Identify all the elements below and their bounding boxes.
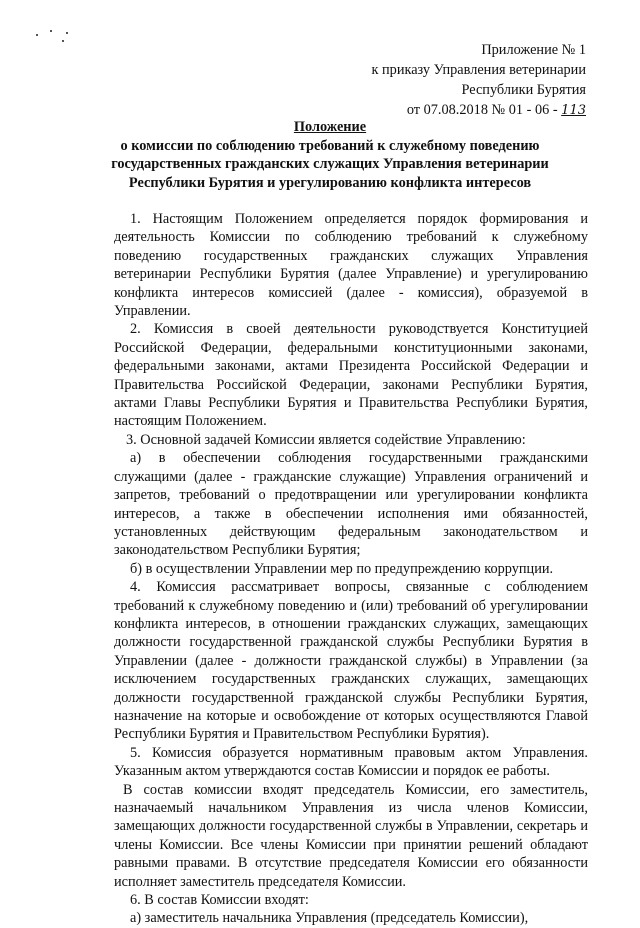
paragraph-6a: а) заместитель начальника Управления (председатель Комиссии), — [130, 910, 529, 927]
title-line-3: государственных гражданских служащих Управления ветеринарии — [111, 156, 549, 173]
document-body — [114, 210, 588, 928]
appendix-republic: Республики Бурятия — [461, 82, 586, 98]
paragraph-3a: а) в обеспечении соблюдения государственными гражданскими служащими (далее - гражданские служащие) Управления ограничений и запретов, требований о предотвращении или урегулировании конфликта интересов, а также в обеспечении исполнения ими обязанностей, установленных действующим федеральным законодательством и законодательством Республики Бурятия; — [114, 450, 588, 559]
paragraph-1: 1. Настоящим Положением определяется порядок формирования и деятельность Комиссии по соблюдению требований к служебному поведению государственных гражданских служащих Управления ветеринарии Республики Бурятия (далее Управление) и урегулированию конфликта интересов комиссией (далее - комиссия), образуемой в Управлении. — [114, 211, 588, 320]
paragraph-6: 6. В состав Комиссии входят: — [130, 892, 309, 909]
paragraph-3: 3. Основной задачей Комиссии является содействие Управлению: — [126, 431, 526, 448]
appendix-order-ref: к приказу Управления ветеринарии — [371, 62, 586, 78]
title-line-4: Республики Бурятия и урегулированию конфликта интересов — [128, 174, 532, 191]
paragraph-2: 2. Комиссия в своей деятельности руководствуется Конституцией Российской Федерации, федеральными конституционными законами, федеральными законами, актами Президента Российской Федерации и Правительства Российской Федерации, законами Республики Бурятия, актами Главы Республики Бурятия и Правительства Республики Бурятия, настоящим Положением. — [114, 321, 588, 430]
paragraph-5: 5. Комиссия образуется нормативным правовым актом Управления. Указанным актом утверждаются состав Комиссии и порядок ее работы. — [114, 744, 588, 780]
paragraph-4: 4. Комиссия рассматривает вопросы, связанные с соблюдением требований к служебному поведению и (или) требований об урегулировании конфликта интересов, в отношении гражданских служащих, замещающих должности государственной гражданской службы Республики Бурятия в Управлении (далее - должности гражданской службы) в Управлении (за исключением государственных гражданских служащих, замещающих должности государственной гражданской службы Республики Бурятия, назначение на которые и освобождение от которых осуществляются Главой Республики Бурятия и Правительством Республики Бурятия). — [114, 579, 588, 743]
handwritten-order-number: 113 — [561, 103, 586, 118]
paragraph-3b: б) в осуществлении Управлении мер по предупреждению коррупции. — [130, 560, 554, 577]
appendix-number: Приложение № 1 — [481, 42, 586, 58]
title-line-2: о комиссии по соблюдению требований к служебному поведению — [120, 137, 540, 154]
title-heading: Положение — [293, 119, 367, 135]
document-title — [100, 118, 560, 192]
appendix-date: от 07.08.2018 № 01 - 06 - — [406, 102, 558, 118]
paragraph-5b: В состав комиссии входят председатель Комиссии, его заместитель, назначаемый начальником Управления из числа членов Комиссии, замещающих должности государственной службы в Управлении, секретарь и члены Комиссии. Все члены Комиссии при принятии решений обладают равными правами. В отсутствие председателя Комиссии его обязанности исполняет заместитель председателя Комиссии. — [114, 781, 588, 890]
appendix-header — [372, 40, 586, 121]
scan-artifact — [36, 30, 76, 50]
